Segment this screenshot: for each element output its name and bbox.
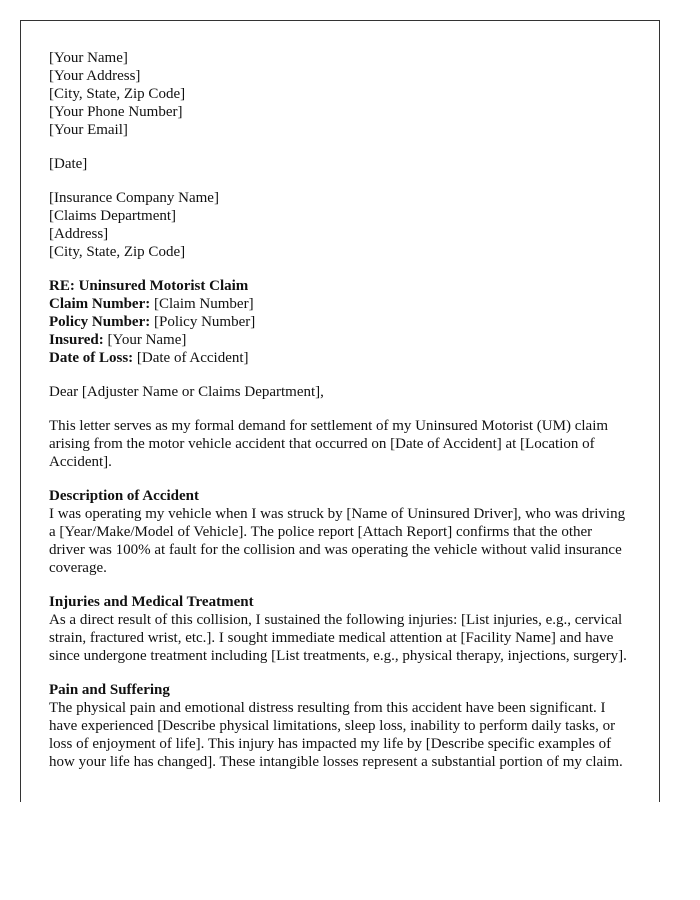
- sender-email: [Your Email]: [49, 122, 128, 138]
- sender-name: [Your Name]: [49, 50, 128, 66]
- section-heading: Pain and Suffering: [49, 682, 170, 698]
- recipient-block: [49, 189, 627, 261]
- letter-content: [49, 49, 627, 787]
- recipient-address: [Address]: [49, 226, 109, 242]
- recipient-city: [City, State, Zip Code]: [49, 244, 186, 260]
- recipient-company: [Insurance Company Name]: [49, 190, 219, 206]
- letter-date: [Date]: [49, 156, 88, 172]
- salutation: Dear [Adjuster Name or Claims Department],: [49, 384, 324, 400]
- insured: Insured: [Your Name]: [49, 332, 187, 348]
- sender-phone: [Your Phone Number]: [49, 104, 183, 120]
- recipient-department: [Claims Department]: [49, 208, 177, 224]
- re-block: [49, 277, 627, 367]
- claim-number: Claim Number: [Claim Number]: [49, 296, 254, 312]
- sender-block: [49, 49, 627, 139]
- section-heading: Injuries and Medical Treatment: [49, 594, 254, 610]
- section-body: I was operating my vehicle when I was struck by [Name of Uninsured Driver], who was driving a [Year/Make/Model of Vehicle]. The police report [Attach Report] confirms that the other driver was 100% at fault for the collision and was operating the vehicle without valid insurance coverage.: [49, 506, 626, 576]
- section-body: The physical pain and emotional distress resulting from this accident have been significant. I have experienced [Describe physical limitations, sleep loss, inability to perform daily tasks, or loss of enjoyment of life]. This injury has impacted my life by [Describe specific examples of how your life has changed]. These intangible losses represent a substantial portion of my claim.: [49, 700, 623, 770]
- date-of-loss: Date of Loss: [Date of Accident]: [49, 350, 249, 366]
- section-injuries: [49, 593, 627, 665]
- letter-page: [20, 20, 660, 802]
- intro-paragraph: This letter serves as my formal demand for settlement of my Uninsured Motorist (UM) claim arising from the motor vehicle accident that occurred on [Date of Accident] at [Location of Accident].: [49, 418, 609, 470]
- section-heading: Description of Accident: [49, 488, 199, 504]
- section-body: As a direct result of this collision, I sustained the following injuries: [List injuries, e.g., cervical strain, fractured wrist, etc.]. I sought immediate medical attention at [Facility Name] and have since undergone treatment including [List treatments, e.g., physical therapy, injections, surgery].: [49, 612, 627, 664]
- policy-number: Policy Number: [Policy Number]: [49, 314, 256, 330]
- sender-address: [Your Address]: [49, 68, 141, 84]
- section-pain: [49, 681, 627, 771]
- re-subject: RE: Uninsured Motorist Claim: [49, 278, 249, 294]
- sender-city: [City, State, Zip Code]: [49, 86, 186, 102]
- section-description: [49, 487, 627, 577]
